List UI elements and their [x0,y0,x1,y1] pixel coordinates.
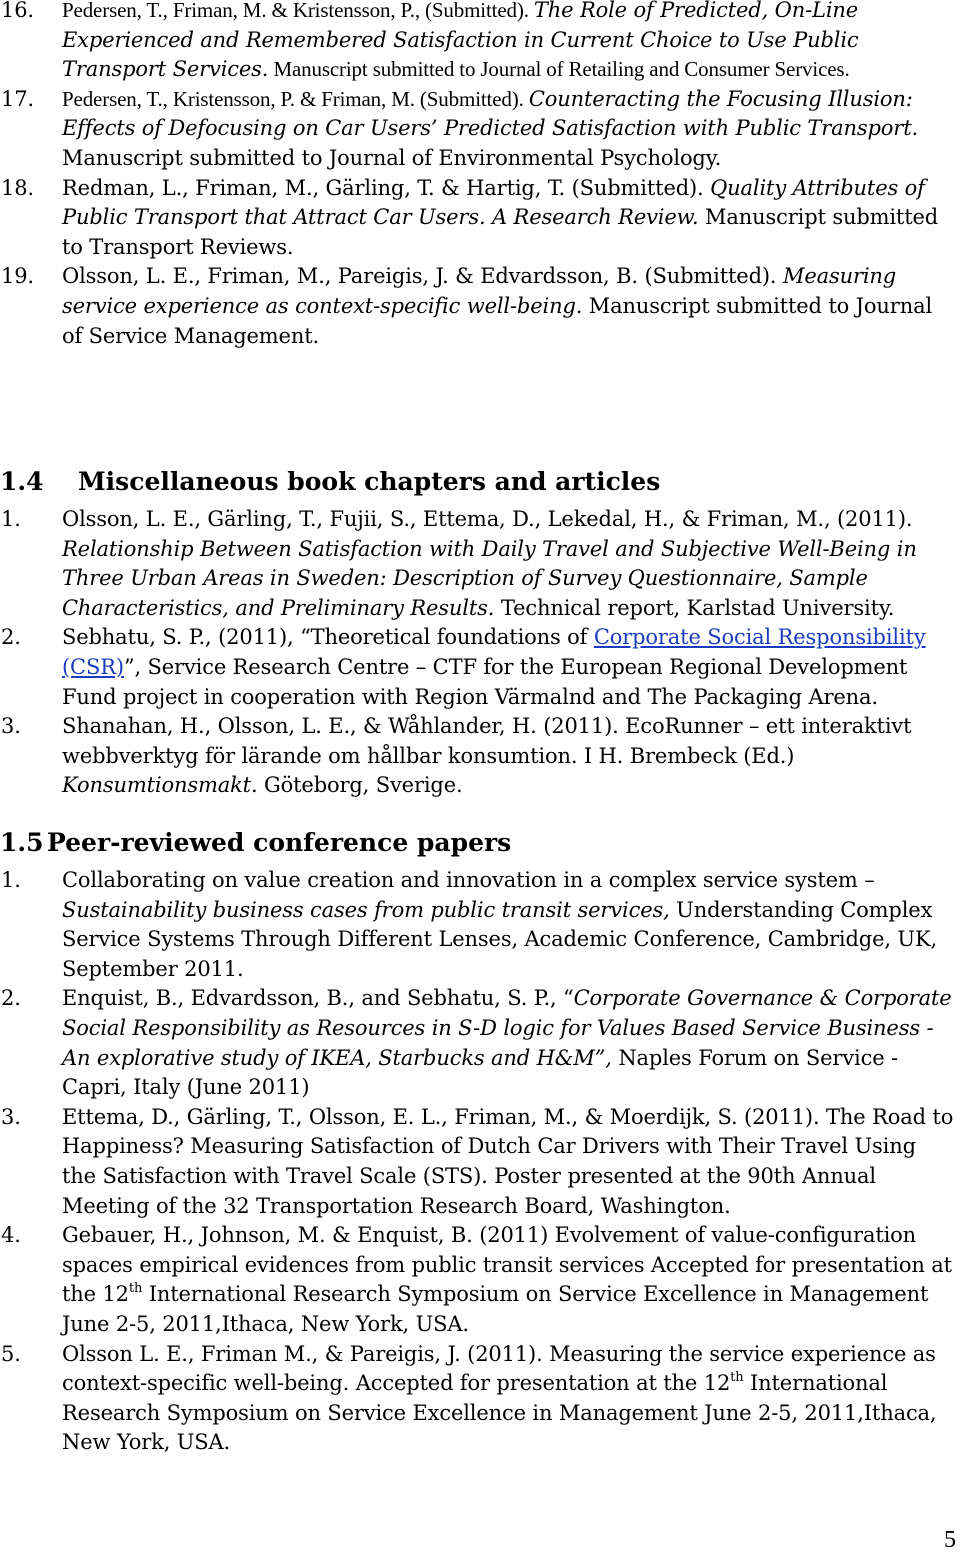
section-title: Miscellaneous book chapters and articles [78,467,661,496]
item-number: 2. [1,986,21,1011]
item-authors: Sebhatu, S. P., (2011), “Theoretical foundations of [62,625,594,650]
item-number: 4. [1,1223,21,1248]
page-number: 5 [944,1527,956,1553]
item-venue: Manuscript submitted to Transport Reviews. [62,205,939,259]
item-authors: Olsson, L. E., Friman, M., Pareigis, J. & Edvardsson, B. (Submitted). [62,264,783,289]
item-number: 19. [1,264,34,289]
item-authors: Enquist, B., Edvardsson, B., and Sebhatu, S. P., “ [62,986,574,1011]
item-authors: Redman, L., Friman, M., Gärling, T. & Hartig, T. (Submitted). [62,175,711,200]
item-title: Relationship Between Satisfaction with Daily Travel and Subjective Well-Being in Three Urban Areas in Sweden: Description of Survey Questionnaire, Sample Characteristics, and Preliminary Results. [62,536,917,620]
item-number: 3. [1,714,21,739]
list-item [0,984,960,1102]
item-venue: Manuscript submitted to Journal of Retailing and Consumer Services. [268,57,850,82]
list-item [0,1103,960,1221]
list-item [0,262,960,351]
item-authors: Pedersen, T., Kristensson, P. & Friman, M. (Submitted). [62,86,529,111]
item-number: 3. [1,1104,21,1129]
item-title: Konsumtionsmakt [62,773,251,798]
misc-list [0,505,960,801]
item-number: 16. [1,0,34,22]
csr-link[interactable]: Corporate Social Responsibility (CSR) [62,625,926,679]
section-title: Peer-reviewed conference papers [47,828,512,857]
item-title: The Role of Predicted, On-Line Experienced and Remembered Satisfaction in Current Choice to Use Public Transport Services. [62,0,859,82]
section-number: 1.4 [0,467,44,496]
list-item [0,174,960,263]
item-title: Corporate Governance & Corporate Social Responsibility as Resources in S-D logic for Values Based Service Business - An explorative study of IKEA, Starbucks and H&M”, [62,986,952,1070]
conference-list [0,866,960,1458]
list-item [0,1340,960,1458]
item-title: Quality Attributes of Public Transport that Attract Car Users. A Research Review. [62,175,925,230]
list-item [0,712,960,801]
journal-list [0,0,960,351]
item-title: Measuring service experience as context-specific well-being. [62,264,897,318]
item-title: Sustainability business cases from public transit services, [62,897,670,922]
ordinal-suffix: th [730,1370,744,1386]
item-venue: Manuscript submitted to Journal of Service Management. [62,293,933,348]
section-heading-1-4 [0,467,660,497]
item-venue: Manuscript submitted to Journal of Environmental Psychology. [62,145,722,170]
item-number: 1. [1,868,21,892]
item-venue: Naples Forum on Service - Capri, Italy (June 2011) [62,1045,898,1100]
item-number: 5. [1,1341,21,1366]
section-number: 1.5 [0,828,44,857]
item-venue: International Research Symposium on Service Excellence in Management June 2-5, 2011,Ithaca, New York, USA. [62,1371,937,1455]
list-item [0,0,960,85]
item-venue: ”, Service Research Centre – CTF for the European Regional Development Fund project in cooperation with Region Värmalnd and The Packaging Arena. [62,654,908,709]
item-venue: Understanding Complex Service Systems Through Different Lenses, Academic Conference, Cambridge, UK, September 2011. [62,897,938,981]
item-authors: Shanahan, H., Olsson, L. E., & Wåhlander, H. (2011). EcoRunner – ett interaktivt webbverktyg för lärande om hållbar konsumtion. I H. Brembeck (Ed.) [62,714,912,768]
item-number: 18. [1,175,34,200]
item-venue: . Göteborg, Sverige. [250,773,463,798]
item-text: Ettema, D., Gärling, T., Olsson, E. L., Friman, M., & Moerdijk, S. (2011). The Road to Happiness? Measuring Satisfaction of Dutch Car Drivers with Their Travel Using the Satisfaction with Travel Scale (STS). Poster presented at the 90th Annual Meeting of the 32 Transportation Research Board, Washington. [62,1104,954,1218]
item-venue: International Research Symposium on Service Excellence in Management June 2-5, 2011,Ithaca, New York, USA. [62,1282,929,1336]
item-number: 2. [1,625,21,650]
item-venue: Technical report, Karlstad University. [494,595,895,620]
ordinal-suffix: th [128,1281,143,1297]
item-number: 1. [1,507,21,531]
list-item [0,1221,960,1339]
item-text: Olsson L. E., Friman M., & Pareigis, J. (2011). Measuring the service experience as context-specific well-being. Accepted for presentation at the 12 [62,1341,936,1396]
item-authors: Pedersen, T., Friman, M. & Kristensson, P., (Submitted). [62,0,534,22]
list-item [0,866,960,984]
list-item [0,505,960,623]
item-authors: Olsson, L. E., Gärling, T., Fujii, S., Ettema, D., Lekedal, H., & Friman, M., (2011). [62,507,913,531]
list-item [0,623,960,712]
section-heading-1-5 [0,828,511,858]
item-number: 17. [1,86,34,111]
item-text: Gebauer, H., Johnson, M. & Enquist, B. (2011) Evolvement of value-configuration spaces empirical evidences from public transit services Accepted for presentation at the 12 [62,1223,952,1307]
list-item [0,85,960,174]
item-authors: Collaborating on value creation and innovation in a complex service system – [62,868,875,892]
item-title: Counteracting the Focusing Illusion: Effects of Defocusing on Car Users’ Predicted Satisfaction with Public Transport. [62,86,919,141]
